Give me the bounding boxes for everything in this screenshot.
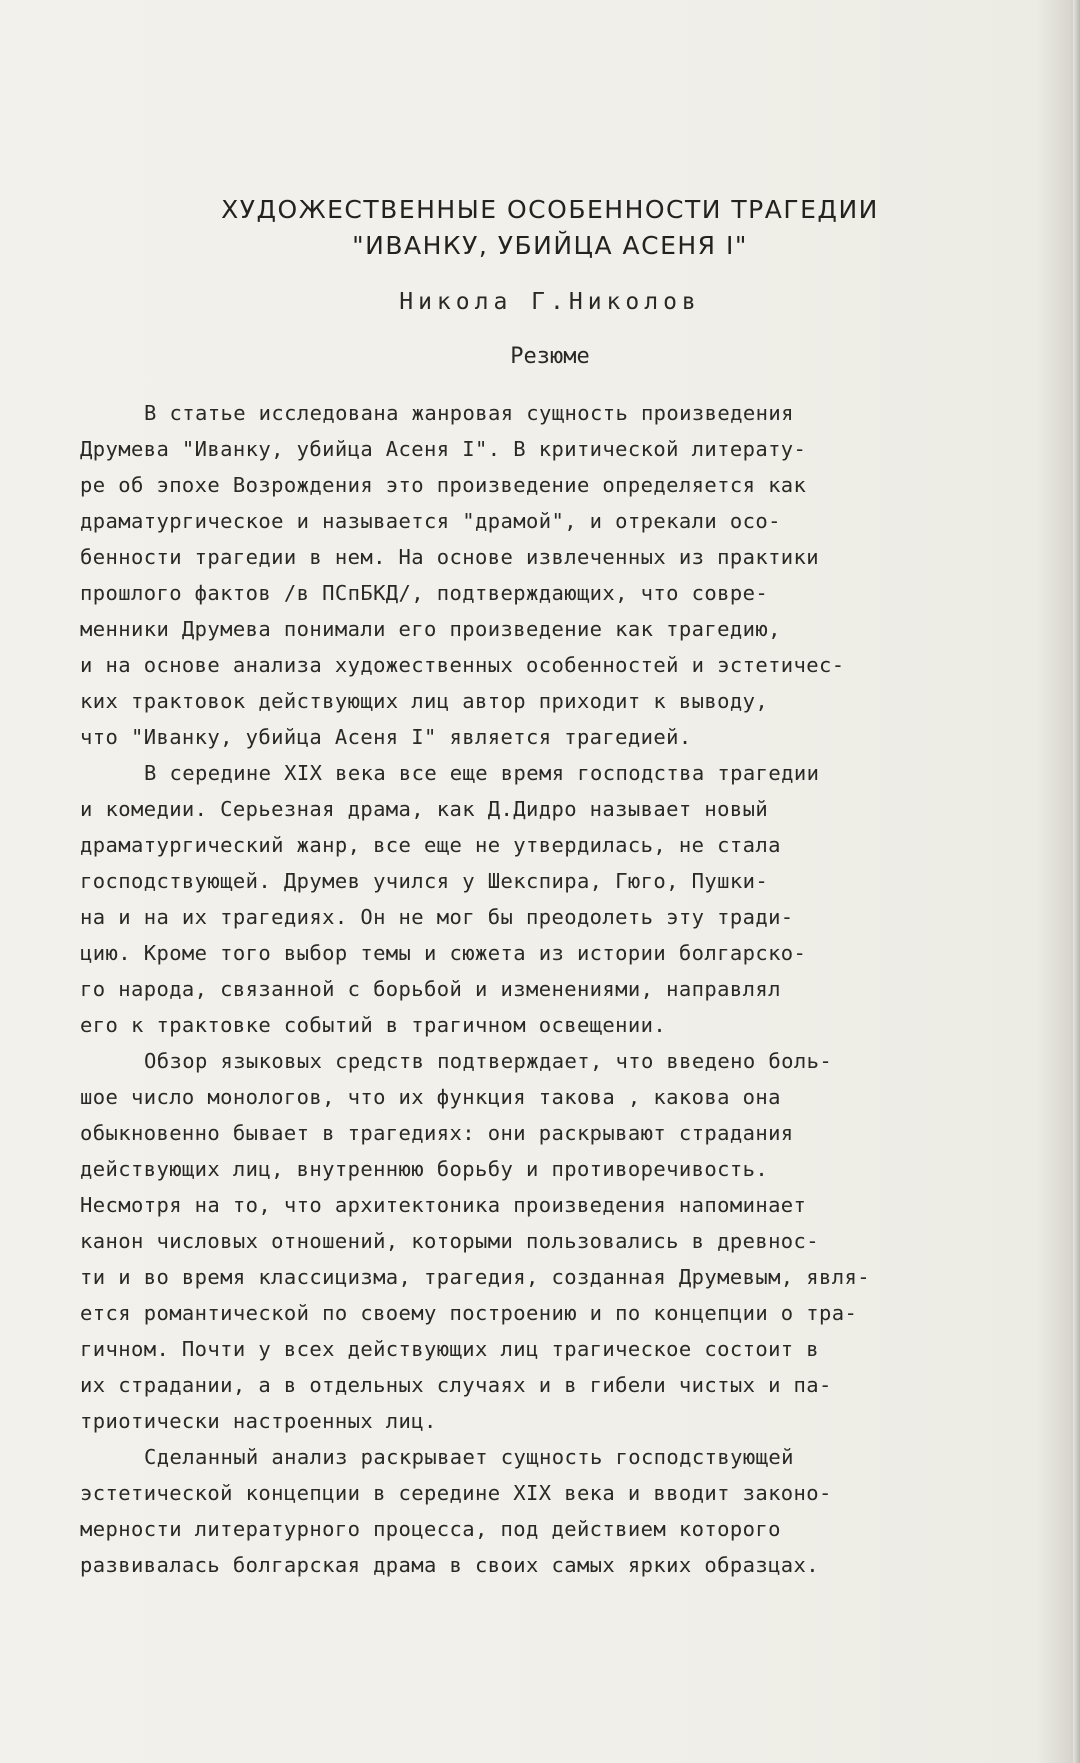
text-line: канон числовых отношений, которыми пользовались в древнос- (80, 1229, 820, 1253)
author-name: Никола Г.Николов (399, 289, 701, 315)
title-line-2: "ИВАНКУ, УБИЙЦА АСЕНЯ I" (352, 231, 748, 260)
text-line: ре об эпохе Возрождения это произведение определяется как (80, 473, 807, 497)
text-line: менники Друмева понимали его произведение как трагедию, (80, 617, 781, 641)
text-line: драматургический жанр, все еще не утвердилась, не стала (80, 833, 781, 857)
text-line: бенности трагедии в нем. На основе извлеченных из практики (80, 545, 820, 569)
text-line: гичном. Почти у всех действующих лиц трагическое состоит в (80, 1337, 820, 1361)
text-line: развивалась болгарская драма в своих самых ярких образцах. (80, 1553, 820, 1577)
text-line: действующих лиц, внутреннюю борьбу и противоречивость. (80, 1157, 769, 1181)
paragraph (80, 755, 1065, 1043)
text-line: ется романтической по своему построению и по концепции о тра- (80, 1301, 858, 1325)
text-line: шое число монологов, что их функция такова , какова она (80, 1085, 781, 1109)
text-line: обыкновенно бывает в трагедиях: они раскрывают страдания (80, 1121, 794, 1145)
text-line: В середине XIX века все еще время господства трагедии (144, 761, 820, 785)
text-line: эстетической концепции в середине XIX века и вводит законо- (80, 1481, 832, 1505)
text-line: прошлого фактов /в ПСпБКД/, подтверждающих, что совре- (80, 581, 769, 605)
text-line: Сделанный анализ раскрывает сущность господствующей (144, 1445, 794, 1469)
article-title (120, 192, 980, 264)
text-line: ти и во время классицизма, трагедия, созданная Друмевым, явля- (80, 1265, 871, 1289)
text-line: В статье исследована жанровая сущность произведения (144, 401, 794, 425)
text-line: драматургическое и называется "драмой", и отрекали осо- (80, 509, 781, 533)
text-line: что "Иванку, убийца Асеня I" является трагедией. (80, 725, 692, 749)
paragraph (80, 1043, 1065, 1439)
page-edge-shadow (1073, 0, 1080, 1763)
text-line: их страдании, а в отдельных случаях и в гибели чистых и па- (80, 1373, 832, 1397)
summary-body (80, 395, 1065, 1583)
text-line: Обзор языковых средств подтверждает, что введено боль- (144, 1049, 833, 1073)
text-line: его к трактовке событий в трагичном освещении. (80, 1013, 667, 1037)
text-line: и комедии. Серьезная драма, как Д.Дидро называет новый (80, 797, 769, 821)
text-line: го народа, связанной с борьбой и изменениями, направлял (80, 977, 781, 1001)
text-line: мерности литературного процесса, под действием которого (80, 1517, 781, 1541)
text-line: господствующей. Друмев учился у Шекспира, Гюго, Пушки- (80, 869, 769, 893)
paragraph (80, 1439, 1065, 1583)
summary-heading: Резюме (510, 344, 590, 369)
text-line: на и на их трагедиях. Он не мог бы преодолеть эту тради- (80, 905, 794, 929)
text-line: Друмева "Иванку, убийца Асеня I". В критической литерату- (80, 437, 807, 461)
text-line: и на основе анализа художественных особенностей и эстетичес- (80, 653, 845, 677)
title-line-1: ХУДОЖЕСТВЕННЫЕ ОСОБЕННОСТИ ТРАГЕДИИ (221, 195, 879, 224)
text-line: Несмотря на то, что архитектоника произведения напоминает (80, 1193, 807, 1217)
text-line: ких трактовок действующих лиц автор приходит к выводу, (80, 689, 769, 713)
paragraph (80, 395, 1065, 755)
text-line: триотически настроенных лиц. (80, 1409, 437, 1433)
text-line: цию. Кроме того выбор темы и сюжета из истории болгарско- (80, 941, 807, 965)
